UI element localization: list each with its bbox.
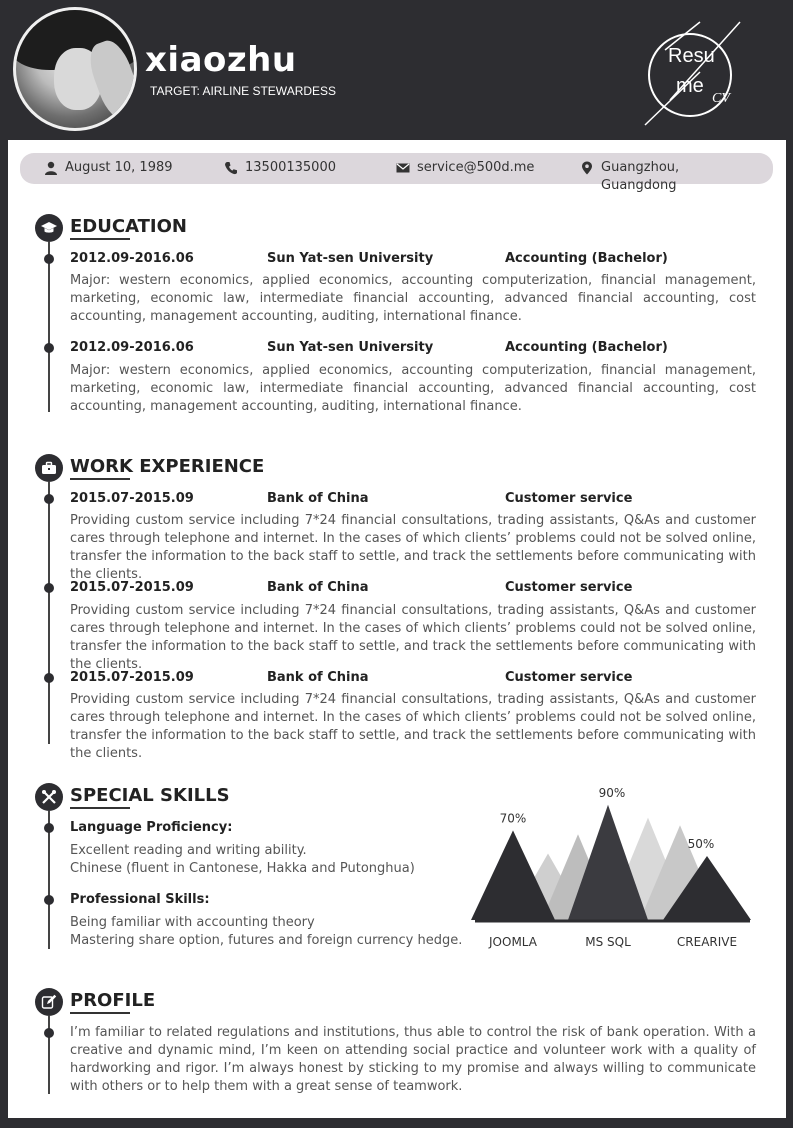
phone-icon (224, 161, 238, 175)
work-underline (70, 478, 130, 480)
edit-icon (35, 988, 63, 1016)
profile-underline (70, 1012, 130, 1014)
chart-category-label: CREARIVE (676, 935, 738, 949)
timeline-dot (44, 583, 54, 593)
education-period: 2012.09-2016.06 (70, 251, 194, 266)
work-role: Customer service (505, 580, 633, 595)
contact-email: service@500d.me (396, 161, 534, 177)
person-icon (44, 161, 58, 175)
timeline-dot (44, 1028, 54, 1038)
contact-birthday: August 10, 1989 (44, 161, 173, 177)
chart-category-label: JOOMLA (489, 935, 537, 949)
chart-value-label: 90% (598, 785, 626, 800)
work-details: Providing custom service including 7*24 financial consultations, trading assistants, Q&As and customer cares through telephone and internet. In the cases of which clients’ problems could not be solved online, transfer the information to the back staff to settle, and track the settlements before communicating with the clients. (70, 692, 756, 761)
contact-phone: 13500135000 (224, 161, 336, 177)
work-details: Providing custom service including 7*24 financial consultations, trading assistants, Q&As and customer cares through telephone and internet. In the cases of which clients’ problems could not be solved online, transfer the information to the back staff to settle, and track the settlements before communicating with the clients. (70, 513, 756, 582)
work-timeline (48, 482, 50, 744)
work-period: 2015.07-2015.09 (70, 580, 194, 595)
professional-line: Being familiar with accounting theory (70, 915, 315, 930)
location-line-1: Guangzhou, (601, 160, 680, 175)
education-underline (70, 238, 130, 240)
header (0, 0, 793, 140)
professional-head: Professional Skills: (70, 892, 210, 907)
chart-category-label: MS SQL (585, 935, 631, 949)
chart-value-label: 50% (687, 837, 715, 851)
skills-title: SPECIAL SKILLS (70, 785, 230, 806)
briefcase-icon (35, 454, 63, 482)
logo-text-1: Resu (668, 45, 715, 67)
work-details: Providing custom service including 7*24 financial consultations, trading assistants, Q&As and customer cares through telephone and internet. In the cases of which clients’ problems could not be solved online, transfer the information to the back staff to settle, and track the settlements before communicating with the clients. (70, 603, 756, 672)
language-head: Language Proficiency: (70, 820, 233, 835)
skills-chart (470, 770, 755, 960)
tools-icon (35, 783, 63, 811)
graduation-cap-icon (35, 214, 63, 242)
education-details: Major: western economics, applied economics, accounting computerization, financial management, marketing, economic law, intermediate financial accounting, advanced financial accounting, cost accounting, management accounting, auditing, international finance. (70, 363, 756, 414)
resume-logo (648, 33, 732, 117)
skills-underline (70, 807, 130, 809)
timeline-dot (44, 254, 54, 264)
avatar (13, 7, 137, 131)
contact-bar (20, 153, 773, 193)
timeline-dot (44, 343, 54, 353)
logo-text-2: me (676, 75, 704, 97)
professional-line: Mastering share option, futures and foreign currency hedge. (70, 933, 463, 948)
education-degree: Accounting (Bachelor) (505, 340, 668, 355)
work-company: Bank of China (267, 670, 369, 685)
education-degree: Accounting (Bachelor) (505, 251, 668, 266)
education-details: Major: western economics, applied economics, accounting computerization, financial management, marketing, economic law, intermediate financial accounting, advanced financial accounting, cost accounting, management accounting, auditing, international finance. (70, 273, 756, 324)
location-line-2: Guangdong (601, 178, 677, 193)
language-line: Chinese (fluent in Cantonese, Hakka and Putonghua) (70, 861, 415, 876)
timeline-dot (44, 823, 54, 833)
candidate-name: xiaozhu (145, 40, 297, 80)
education-timeline (48, 242, 50, 412)
work-title: WORK EXPERIENCE (70, 456, 265, 477)
logo-text-3: CV (712, 91, 730, 106)
work-company: Bank of China (267, 580, 369, 595)
timeline-dot (44, 895, 54, 905)
education-period: 2012.09-2016.06 (70, 340, 194, 355)
work-role: Customer service (505, 491, 633, 506)
location-pin-icon (580, 161, 594, 175)
education-title: EDUCATION (70, 216, 187, 237)
profile-text: I’m familiar to related regulations and institutions, thus able to control the risk of bank operation. With a creative and dynamic mind, I’m keen on attending social practice and volunteer work with a quality of hardworking and rigor. I’m always honest by sticking to my promise and always willing to communicate with others or to help them with a great sense of teamwork. (70, 1025, 756, 1094)
work-period: 2015.07-2015.09 (70, 491, 194, 506)
education-school: Sun Yat-sen University (267, 340, 434, 355)
timeline-dot (44, 494, 54, 504)
language-line: Excellent reading and writing ability. (70, 843, 307, 858)
contact-location (580, 161, 679, 195)
job-target: TARGET: AIRLINE STEWARDESS (150, 84, 337, 98)
profile-title: PROFILE (70, 990, 156, 1011)
work-company: Bank of China (267, 491, 369, 506)
work-period: 2015.07-2015.09 (70, 670, 194, 685)
work-role: Customer service (505, 670, 633, 685)
timeline-dot (44, 673, 54, 683)
chart-value-label: 70% (499, 811, 527, 826)
mail-icon (396, 161, 410, 175)
education-school: Sun Yat-sen University (267, 251, 434, 266)
